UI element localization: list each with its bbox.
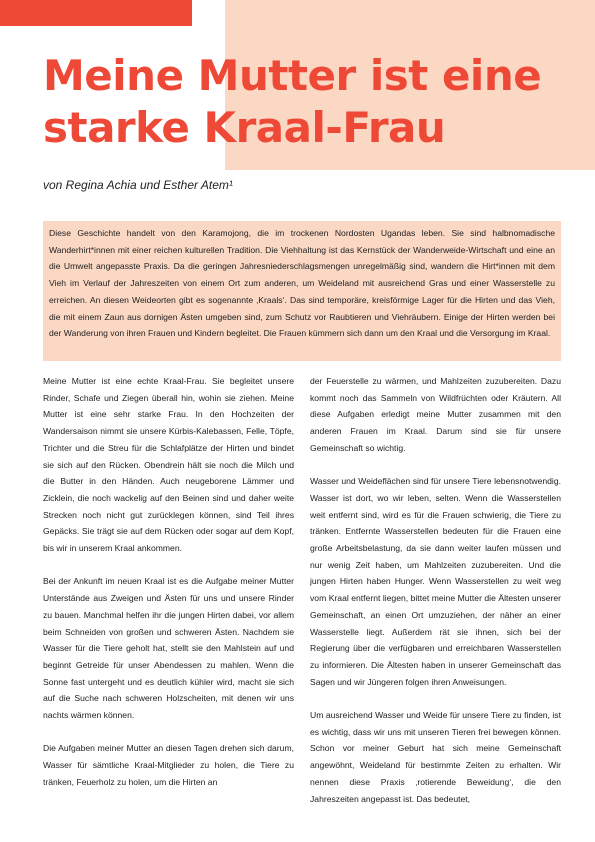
paragraph: Wasser und Weideflächen sind für unsere Tiere lebensnotwendig. Wasser ist dort, wo wir leben, selten. Wenn die Wasserstellen weit entfernt sind, wird es für die Frauen schwierig, die Tiere zu tränken. Entfernte Wasserstellen bedeuten für die Frauen eine große Arbeitsbelastung, da sie dann weiter laufen müssen und nur wenig Zeit haben, um Mahlzeiten zuzubereiten. Und die jungen Hirten haben Hunger. Wenn Wasserstellen zu weit weg vom Kraal entfernt liegen, bittet meine Mutter die Ältesten unserer Gemeinschaft, an einen Ort umzuziehen, der näher an einer Wasserstelle liegt. Außerdem rät sie ihnen, sich bei der Regierung über die verfügbaren und erreichbaren Wasserstellen zu informieren. Die Ältesten haben in unserer Gemeinschaft das Sagen und wir Jüngeren folgen ihren Anweisungen. <box>310 476 561 687</box>
byline: von Regina Achia und Esther Atem¹ <box>43 178 233 192</box>
page-title <box>43 50 573 154</box>
paragraph: Bei der Ankunft im neuen Kraal ist es die Aufgabe meiner Mutter Unterstände aus Zweigen und Ästen für uns und unsere Rinder zu bauen. Manchmal helfen ihr die jungen Hirten dabei, vor allem beim Schneiden von großen und schweren Ästen. Nachdem sie Wasser für die Tiere geholt hat, stellt sie den Mahlstein auf und beginnt Getreide für unser Abendessen zu mahlen. Wenn die Sonne fast untergeht und es deutlich kühler wird, macht sie sich auf die Suche nach schweren Holzscheiten, mit denen wir uns nachts wärmen können. <box>43 576 294 721</box>
paragraph: Die Aufgaben meiner Mutter an diesen Tagen drehen sich darum, Wasser für sämtliche Kraal-Mitglieder zu holen, die Tiere zu tränken, Feuerholz zu holen, um die Hirten an <box>43 743 294 787</box>
page-title-line-1: Meine Mutter ist eine <box>43 51 542 100</box>
intro-box: Diese Geschichte handelt von den Karamojong, die im trockenen Nordosten Ugandas leben. Sie sind halbnomadische Wanderhirt*innen mit einer reichen kulturellen Tradition. Die Viehhaltung ist das Kernstück der Wanderweide-Wirtschaft und eine an die Umwelt angepasste Praxis. Da die geringen Jahresniederschlagsmengen unregelmäßig sind, wandern die Hirt*innen mit dem Vieh im Verlauf der Jahreszeiten von einem Ort zum anderen, um Weideland mit ausreichend Gras und einer Wasserstelle zu erreichen. An diesen Weideorten gibt es sogenannte ‚Kraals‘. Das sind temporäre, kreisförmige Lager für die Hirten und das Vieh, die mit einem Zaun aus dornigen Ästen umgeben sind, zum Schutz vor Raubtieren und Viehräubern. Einige der Hirten werden bei der Wanderung von ihren Frauen und Kindern begleitet. Die Frauen kümmern sich dann um den Kraal und die Versorgung im Kraal. <box>43 221 561 361</box>
page-title-line-2: starke Kraal-Frau <box>43 103 446 152</box>
header-red-bar <box>0 0 192 26</box>
right-column <box>310 373 561 824</box>
paragraph: Um ausreichend Wasser und Weide für unsere Tiere zu finden, ist es wichtig, dass wir uns mit unseren Tieren frei bewegen können. Schon vor meiner Geburt hat sich meine Gemeinschaft angewöhnt, Weideland für bestimmte Zeiten zu erhalten. Wir nennen diese Praxis ‚rotierende Beweidung‘, die den Jahreszeiten angepasst ist. Das bedeutet, <box>310 710 561 804</box>
paragraph: der Feuerstelle zu wärmen, und Mahlzeiten zuzubereiten. Dazu kommt noch das Sammeln von Wildfrüchten oder Kräutern. All diese Aufgaben erledigt meine Mutter zusammen mit den anderen Frauen im Kraal. Darum sind sie für unsere Gemeinschaft so wichtig. <box>310 376 561 453</box>
paragraph: Meine Mutter ist eine echte Kraal-Frau. Sie begleitet unsere Rinder, Schafe und Ziegen überall hin, wohin sie ziehen. Meine Mutter ist eine sehr starke Frau. In den Hochzeiten der Wandersaison nimmt sie unsere Kürbis-Kalebassen, Felle, Töpfe, Trichter und die Streu für die Schlafplätze der Hirten und bindet sie sich auf den Rücken. Obendrein hält sie noch die Milch und die Butter in den Händen. Auch neugeborene Lämmer und Zicklein, die noch wackelig auf den Beinen sind und daher weite Strecken noch nicht gut zurücklegen können, sind Teil ihres Gepäcks. Sie trägt sie auf dem Rücken oder sogar auf dem Kopf, bis wir in unserem Kraal ankommen. <box>43 376 294 554</box>
body-columns <box>43 373 561 824</box>
left-column <box>43 373 294 824</box>
